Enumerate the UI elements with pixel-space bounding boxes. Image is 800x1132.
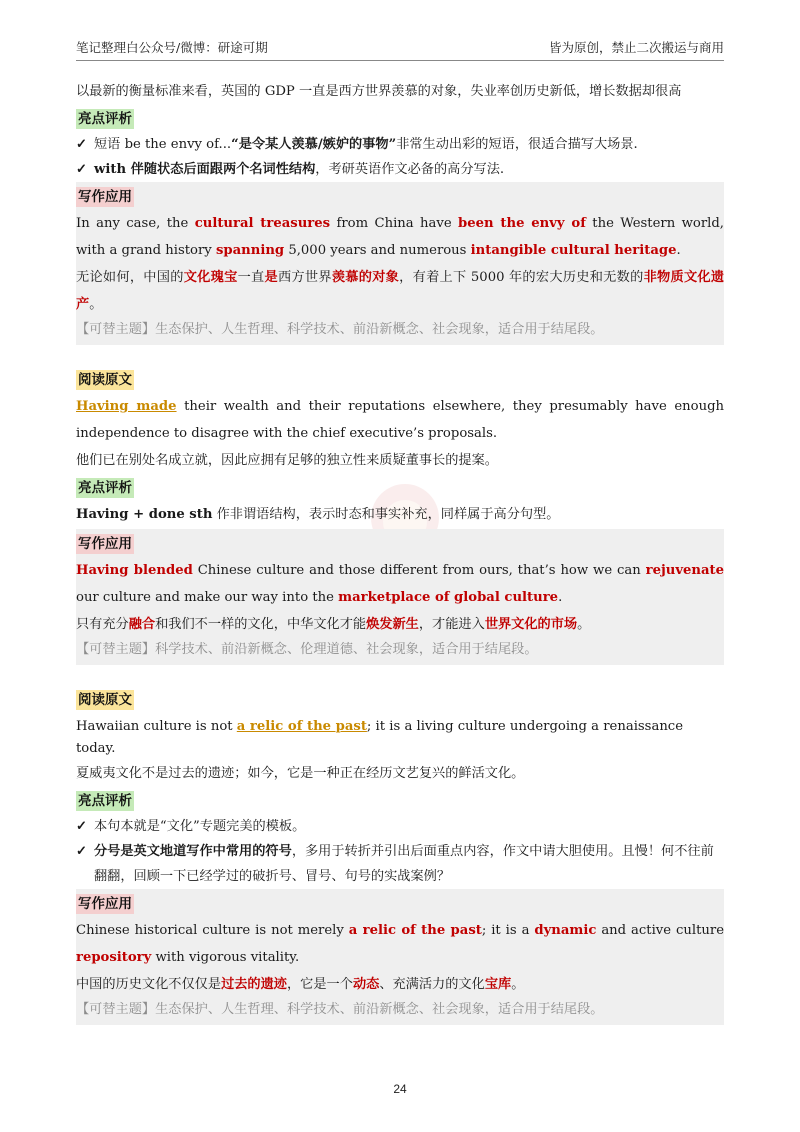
check-icon: ✓	[76, 137, 88, 152]
intro-line: 以最新的衡量标准来看，英国的 GDP 一直是西方世界羡慕的对象，失业率创历史新低，增长数据却很高	[76, 84, 682, 99]
reading-tag: 阅读原文	[78, 692, 132, 708]
writing-application-box	[76, 529, 724, 665]
writing-application-box	[76, 889, 724, 1025]
header-left: 笔记整理白公众号/微博：研途可期	[76, 40, 268, 55]
chinese-translation: 只有充分融合和我们不一样的文化，中华文化才能焕发新生，才能进入世界文化的市场。	[76, 617, 591, 632]
list-item	[76, 814, 724, 839]
reading-english: Having made their wealth and their reputations elsewhere, they presumably have enough independence to disagree with the chief executive’s proposals.	[76, 399, 725, 441]
point-text: with 伴随状态后面跟两个名词性结构，考研英语作文必备的高分写法.	[94, 162, 505, 177]
point-text: 短语 be the envy of...“是令某人羡慕/嫉妒的事物”非常生动出彩的短语，很适合描写大场景.	[94, 137, 638, 152]
english-example: Having blended Chinese culture and those different from ours, that’s how we can rejuvenate our culture and make our way into the marketplace of global culture.	[76, 563, 724, 605]
writing-application-box	[76, 182, 724, 345]
check-icon: ✓	[76, 844, 88, 859]
reading-english: Hawaiian culture is not a relic of the past; it is a living culture undergoing a renaissance today.	[76, 719, 683, 756]
header-right: 皆为原创，禁止二次搬运与商用	[548, 40, 724, 55]
page-header	[76, 38, 724, 56]
highlight-tag: 亮点评析	[78, 480, 132, 496]
alternative-themes: 【可替主题】科学技术、前沿新概念、伦理道德、社会现象，适合用于结尾段。	[76, 642, 538, 657]
reading-chinese: 他们已在别处名成立就，因此应拥有足够的独立性来质疑董事长的提案。	[76, 453, 498, 468]
highlight-tag: 亮点评析	[78, 111, 132, 127]
writing-tag: 写作应用	[78, 536, 132, 552]
list-item	[76, 157, 724, 182]
writing-tag: 写作应用	[78, 189, 132, 205]
highlight-tag: 亮点评析	[78, 793, 132, 809]
point-text: 本句本就是“文化”专题完美的模板。	[94, 819, 306, 834]
list-item	[76, 132, 724, 157]
point-text: Having + done sth 作非谓语结构，表示时态和事实补充，同样属于高分句型。	[76, 507, 560, 522]
list-item	[76, 839, 724, 889]
check-icon: ✓	[76, 162, 88, 177]
main-content	[76, 78, 724, 1025]
chinese-translation: 中国的历史文化不仅仅是过去的遗迹，它是一个动态、充满活力的文化宝库。	[76, 977, 525, 992]
reading-chinese: 夏威夷文化不是过去的遗迹；如今，它是一种正在经历文艺复兴的鲜活文化。	[76, 766, 525, 781]
header-divider	[76, 60, 724, 61]
alternative-themes: 【可替主题】生态保护、人生哲理、科学技术、前沿新概念、社会现象，适合用于结尾段。	[76, 322, 604, 337]
alternative-themes: 【可替主题】生态保护、人生哲理、科学技术、前沿新概念、社会现象，适合用于结尾段。	[76, 1002, 604, 1017]
reading-tag: 阅读原文	[78, 372, 132, 388]
page-number: 24	[393, 1082, 407, 1096]
check-icon: ✓	[76, 819, 88, 834]
english-example: In any case, the cultural treasures from China have been the envy of the Western world, with a grand history spanning 5,000 years and numerous intangible cultural heritage.	[76, 216, 724, 258]
writing-tag: 写作应用	[78, 896, 132, 912]
english-example: Chinese historical culture is not merely a relic of the past; it is a dynamic and active culture repository with vigorous vitality.	[76, 923, 724, 965]
point-text: 分号是英文地道写作中常用的符号，多用于转折并引出后面重点内容，作文中请大胆使用。且慢！何不往前翻翻，回顾一下已经学过的破折号、冒号、句号的实战案例？	[94, 844, 714, 884]
chinese-translation: 无论如何，中国的文化瑰宝一直是西方世界羡慕的对象，有着上下 5000 年的宏大历史和无数的非物质文化遗产。	[76, 270, 725, 312]
